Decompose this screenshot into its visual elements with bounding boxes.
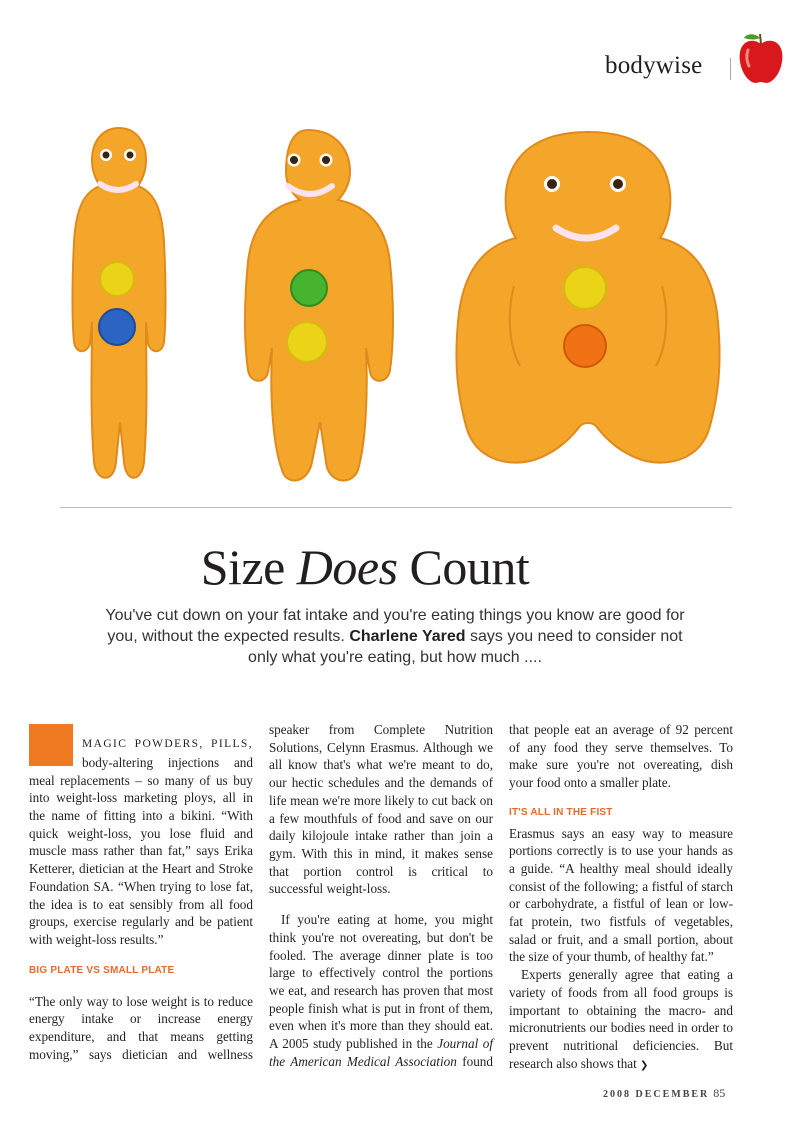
article-title: Size Does Count [200, 539, 530, 595]
paragraph: “The only way to lose weight is to reduce energy intake or increase energy expenditure, and that means getting moving,” says dietician and wellness speaker from Complete Nutrition Solutions, Celynn Erasmus. Although we all know that's what we're meant to do, our hectic schedules and the demands of life mean we're more likely to cut back on a few mouthfuls of food and save on our daily kilojoule intake rather than join a gym. With this in mind, it makes sense that portion control is critical to successful weight-loss. [29, 722, 493, 1062]
gingerbread-slim [54, 122, 184, 492]
gingerbread-wide [448, 126, 730, 476]
section-divider [730, 58, 731, 80]
button-blue [99, 309, 135, 345]
gingerbread-medium [208, 122, 412, 492]
paragraph: MAGIC POWDERS, PILLS, body-altering injections and meal replacements – so many of us buy into weight-loss marketing ploys, all in the name of fitting into a bikini. “With quick weight-loss, you lose fluid and muscle mass rather than fat,” says Erika Ketterer, dietician at the Heart and Stroke Foundation SA. “When trying to lose fat, the idea is to eat sensibly from all food groups, exercise regularly and be patient with weight-loss results.” [29, 738, 253, 947]
folio: 2008 DECEMBER 85 [603, 1086, 726, 1100]
button-yellow [564, 267, 606, 309]
dropcap-box [29, 724, 73, 766]
apple-icon [736, 30, 786, 86]
paragraph: Experts generally agree that eating a variety of foods from all food groups is important to obtaining the macro- and micronutrients our bodies need in order to prevent nutritional deficiencies. But research also shows that ❯ [509, 967, 733, 1071]
subheading: IT'S ALL IN THE FIST [509, 806, 613, 818]
button-yellow [100, 262, 134, 296]
subheading: BIG PLATE VS SMALL PLATE [29, 964, 175, 976]
button-orange [564, 325, 606, 367]
standfirst: You've cut down on your fat intake and you're eating things you know are good for you, without the expected results. Charlene Yared says you need to consider not only what you're eating, but how much .... [105, 607, 685, 666]
divider-rule [60, 507, 732, 508]
continue-arrow-icon: ❯ [636, 1059, 649, 1071]
paragraph: Erasmus says an easy way to measure portions correctly is to use your hands as a guide. “A healthy meal should ideally consist of the following; a fistful of starch or carbohydrate, a fistful of lean or low-fat protein, two fistfuls of vegetables, salad or fruit, and a small portion, about the size of your thumb, of healthy fat.” [509, 825, 733, 965]
body-column-flow [29, 721, 733, 1075]
title-emphasis: Does [296, 539, 398, 595]
button-yellow [287, 322, 327, 362]
author-name: Charlene Yared [349, 628, 466, 645]
button-green [291, 270, 327, 306]
paragraph: If you're eating at home, you might think you're not overeating, but don't be fooled. The average dinner plate is too large to effectively control the portions we eat, and research has proven that most people finish what is put in front of them, even when it's more than they should eat. A 2005 study published in the Journal of the American Medical Association found that people eat an average of 92 percent of any food they serve themselves. To make sure you're not overeating, dish your food onto a smaller plate. [269, 722, 733, 1069]
section-label: bodywise [605, 52, 703, 79]
